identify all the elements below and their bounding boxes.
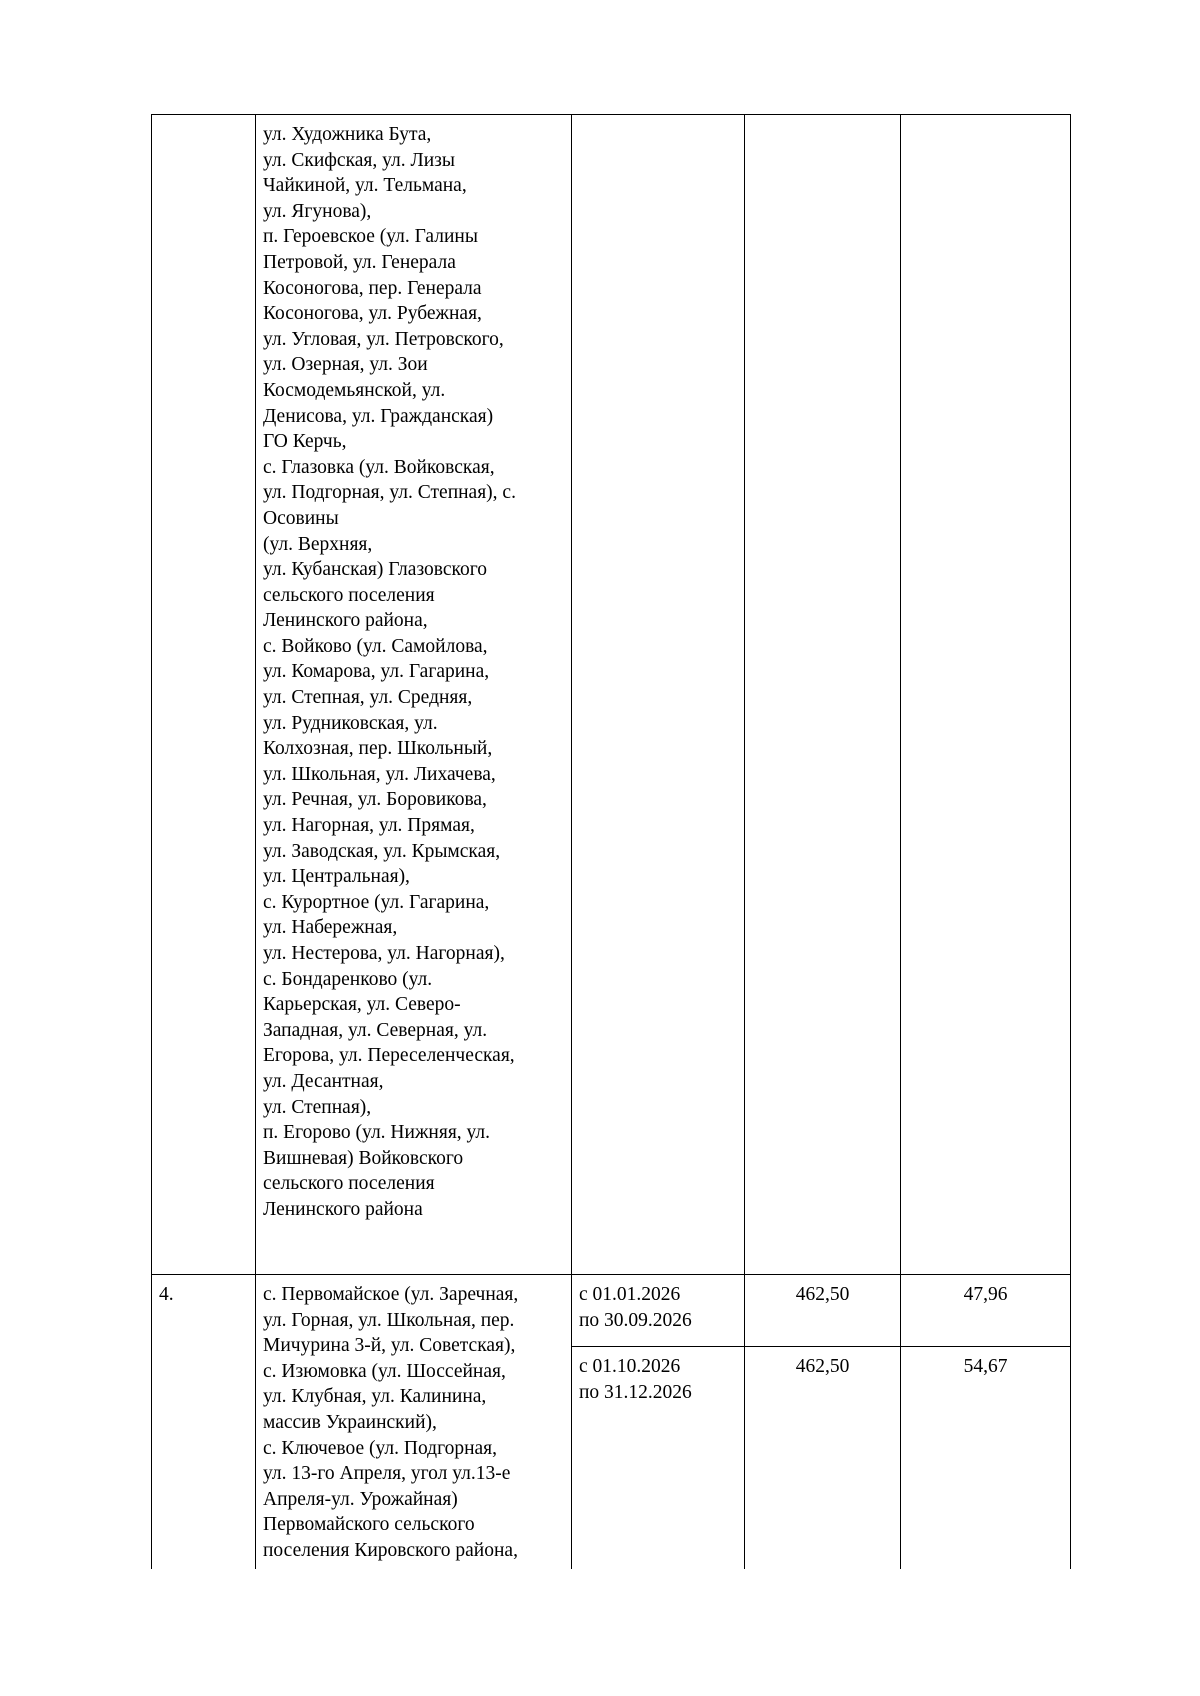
address-text xyxy=(263,1282,564,1564)
table-row xyxy=(152,1275,1071,1347)
address-line: ул. Набережная, xyxy=(263,917,398,939)
address-line: Ленинского района, xyxy=(263,610,428,632)
address-line: ул. 13-го Апреля, угол ул.13-е xyxy=(263,1463,511,1485)
address-line: ул. Горная, ул. Школьная, пер. xyxy=(263,1309,515,1331)
address-text xyxy=(263,122,564,1223)
address-line: ул. Скифская, ул. Лизы xyxy=(263,149,455,171)
value-cell xyxy=(745,115,901,1275)
address-line: поселения Кировского района, xyxy=(263,1539,518,1561)
tariff-table xyxy=(151,114,1071,1569)
address-line: Денисова, ул. Гражданская) xyxy=(263,405,494,427)
address-line: п. Героевское (ул. Галины xyxy=(263,226,478,248)
address-line: ул. Нагорная, ул. Прямая, xyxy=(263,815,475,837)
value-2: 54,67 xyxy=(963,1356,1008,1377)
row-number-cell xyxy=(152,1275,256,1570)
address-line: сельского поселения xyxy=(263,1173,435,1195)
address-line: (ул. Верхняя, xyxy=(263,533,373,555)
address-line: ул. Степная), xyxy=(263,1096,372,1118)
address-line: Западная, ул. Северная, ул. xyxy=(263,1019,488,1041)
row-number: 4. xyxy=(159,1284,174,1305)
address-line: Карьерская, ул. Северо- xyxy=(263,994,461,1016)
value-1: 462,50 xyxy=(795,1356,850,1377)
value-cell xyxy=(745,1275,901,1347)
address-line: ул. Комарова, ул. Гагарина, xyxy=(263,661,490,683)
row-number-cell xyxy=(152,115,256,1275)
address-line: Мичурина 3-й, ул. Советская), xyxy=(263,1335,516,1357)
address-line: с. Ключевое (ул. Подгорная, xyxy=(263,1437,498,1459)
address-cell xyxy=(256,115,572,1275)
table-row xyxy=(152,115,1071,1275)
address-line: ул. Нестерова, ул. Нагорная), xyxy=(263,943,505,964)
address-line: с. Курортное (ул. Гагарина, xyxy=(263,891,490,913)
address-cell xyxy=(256,1275,572,1570)
address-line: Космодемьянской, ул. xyxy=(263,379,446,401)
period-cell xyxy=(572,1275,745,1347)
address-line: ул. Художника Бута, xyxy=(263,124,432,145)
period-cell xyxy=(572,115,745,1275)
address-line: ул. Ягунова), xyxy=(263,200,372,222)
value-cell xyxy=(901,1275,1071,1347)
value-cell xyxy=(745,1347,901,1570)
period-end: по 30.09.2026 xyxy=(579,1309,692,1331)
address-line: п. Егорово (ул. Нижняя, ул. xyxy=(263,1122,491,1144)
address-line: ул. Заводская, ул. Крымская, xyxy=(263,840,501,862)
address-line: ул. Десантная, xyxy=(263,1070,384,1092)
address-line: с. Бондаренково (ул. xyxy=(263,968,433,990)
period-cell xyxy=(572,1347,745,1570)
address-line: ул. Клубная, ул. Калинина, xyxy=(263,1386,487,1408)
period-end: по 31.12.2026 xyxy=(579,1381,692,1403)
address-line: массив Украинский), xyxy=(263,1411,437,1433)
value-cell xyxy=(901,115,1071,1275)
address-line: ул. Угловая, ул. Петровского, xyxy=(263,328,504,350)
period-start: с 01.01.2026 xyxy=(579,1284,681,1305)
address-line: сельского поселения xyxy=(263,584,435,606)
address-line: ул. Кубанская) Глазовского xyxy=(263,559,488,581)
address-line: Колхозная, пер. Школьный, xyxy=(263,738,493,760)
address-line: Егорова, ул. Переселенческая, xyxy=(263,1045,515,1067)
address-line: ул. Озерная, ул. Зои xyxy=(263,354,428,376)
address-line: Вишневая) Войковского xyxy=(263,1147,464,1169)
address-line: Косоногова, пер. Генерала xyxy=(263,277,482,299)
address-line: ул. Центральная), xyxy=(263,866,410,888)
value-1: 462,50 xyxy=(795,1284,850,1305)
address-line: с. Изюмовка (ул. Шоссейная, xyxy=(263,1360,506,1382)
address-line: с. Глазовка (ул. Войковская, xyxy=(263,456,495,478)
address-line: Чайкиной, ул. Тельмана, xyxy=(263,175,467,197)
value-2: 47,96 xyxy=(963,1284,1008,1305)
address-line: Косоногова, ул. Рубежная, xyxy=(263,303,482,325)
address-line: с. Первомайское (ул. Заречная, xyxy=(263,1284,519,1305)
address-line: Апреля-ул. Урожайная) xyxy=(263,1488,458,1510)
address-line: Петровой, ул. Генерала xyxy=(263,251,456,273)
address-line: ул. Подгорная, ул. Степная), с. xyxy=(263,482,516,504)
address-line: ГО Керчь, xyxy=(263,431,347,453)
address-line: Ленинского района xyxy=(263,1198,423,1220)
address-line: ул. Речная, ул. Боровикова, xyxy=(263,789,487,811)
address-line: ул. Школьная, ул. Лихачева, xyxy=(263,763,496,785)
value-cell xyxy=(901,1347,1071,1570)
address-line: Первомайского сельского xyxy=(263,1514,475,1536)
address-line: ул. Степная, ул. Средняя, xyxy=(263,687,473,709)
period-start: с 01.10.2026 xyxy=(579,1356,681,1377)
address-line: ул. Рудниковская, ул. xyxy=(263,712,438,734)
address-line: Осовины xyxy=(263,507,339,529)
address-line: с. Войково (ул. Самойлова, xyxy=(263,635,488,657)
